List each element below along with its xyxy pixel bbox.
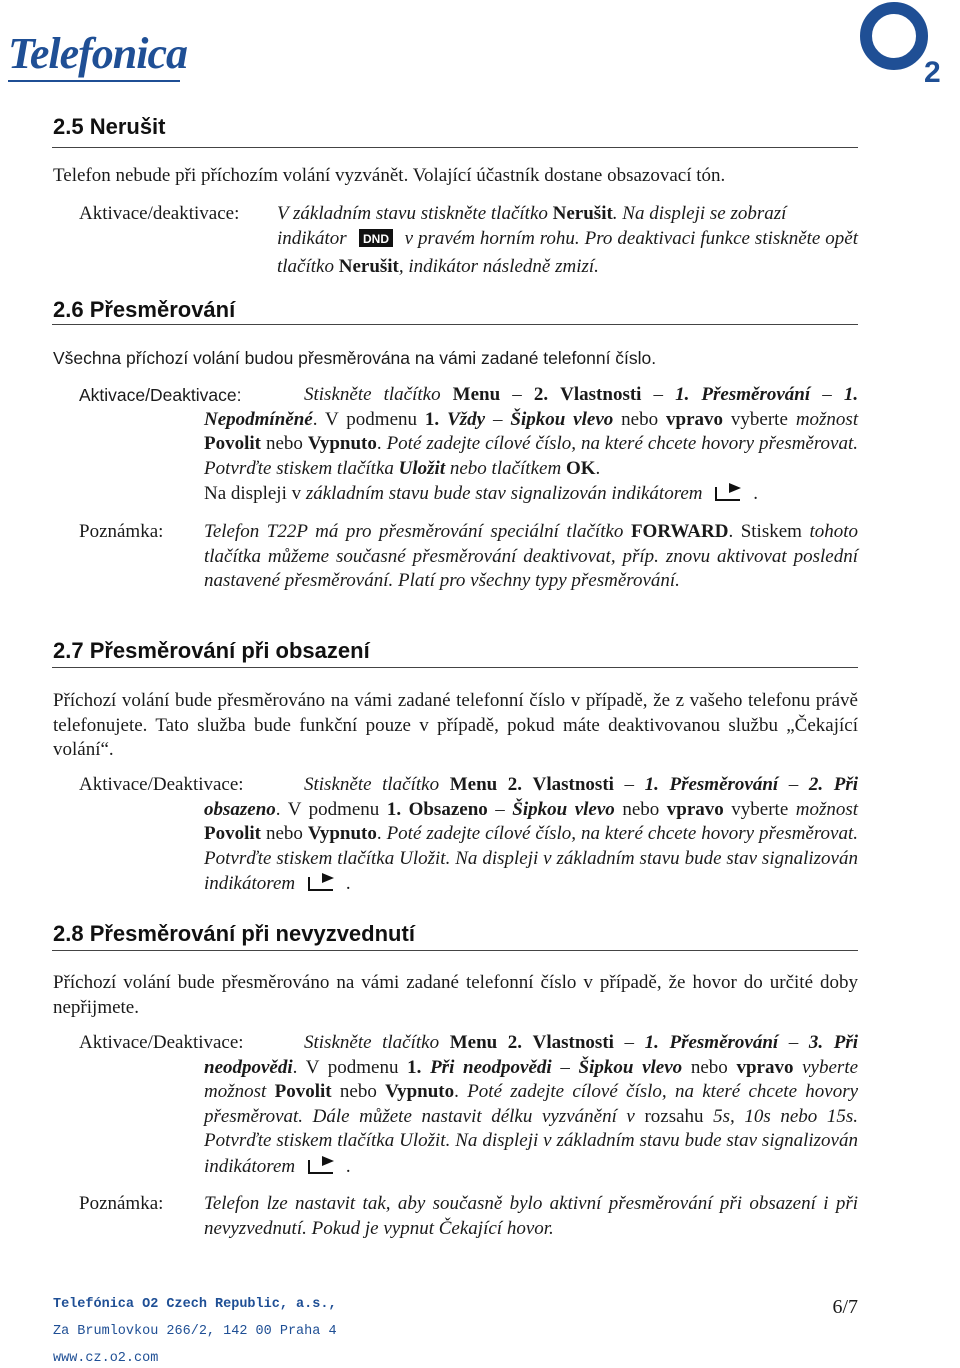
- key-name: vpravo: [666, 798, 724, 820]
- text: .: [345, 873, 351, 894]
- telefonica-logo: Telefonica: [8, 29, 187, 78]
- activation-label: Aktivace/Deaktivace:: [79, 774, 244, 795]
- key-name: Vlastnosti: [532, 774, 614, 795]
- text: –: [653, 384, 664, 405]
- note-text: [204, 520, 858, 594]
- telefonica-logo-underline: [8, 80, 180, 82]
- text: vyberte: [731, 798, 789, 820]
- text: –: [495, 798, 505, 820]
- text: možnost: [795, 798, 859, 820]
- text: –: [560, 1056, 570, 1078]
- text: nebo tlačítkem: [449, 457, 562, 479]
- text: .: [454, 1081, 459, 1102]
- text: nebo: [622, 798, 660, 820]
- text: Pro deaktivaci funkce stiskněte opět tlačítko: [277, 227, 859, 277]
- text: Poté zadejte cílové číslo, na které chcete hovory přesměrovat. Potvrďte stiskem tlačítka Uložit. Na displeji v základním stavu bude stav signalizován indikátorem: [204, 823, 859, 894]
- key-name: 2.: [507, 1032, 523, 1053]
- text: .: [345, 1155, 351, 1177]
- text: .: [753, 483, 759, 504]
- text: . V podmenu: [312, 408, 417, 430]
- text: –: [624, 1032, 635, 1053]
- text: –: [788, 1032, 799, 1053]
- key-name: 1. Přesměrování: [644, 774, 779, 795]
- key-name: 1. Přesměrování: [675, 384, 811, 405]
- key-name: Šipkou vlevo: [578, 1056, 683, 1078]
- text: –: [492, 408, 503, 430]
- page-number: 6/7: [832, 1296, 858, 1318]
- text: indikátor: [277, 227, 347, 249]
- key-name: 1.: [407, 1056, 422, 1078]
- footer-address: Za Brumlovkou 266/2, 142 00 Praha 4: [53, 1324, 337, 1339]
- key-name: Vypnuto: [307, 823, 377, 844]
- key-name: vpravo: [666, 408, 724, 430]
- key-name: 3. Při neodpovědi: [204, 1032, 858, 1078]
- text: –: [822, 384, 832, 405]
- key-name: Vypnuto: [385, 1081, 455, 1102]
- activation-text: [204, 383, 858, 511]
- key-name: Uložit: [398, 457, 446, 479]
- text: , indikátor následně zmizí.: [398, 256, 599, 277]
- footer-company: Telefónica O2 Czech Republic, a.s.,: [53, 1297, 337, 1312]
- section-heading-2-5: 2.5 Nerušit: [53, 114, 166, 139]
- call-forward-icon: [306, 1154, 340, 1184]
- section-rule: [52, 667, 858, 668]
- note-text: [204, 1192, 858, 1241]
- key-name: 1. Přesměrování: [644, 1032, 779, 1053]
- call-forward-icon: [713, 481, 747, 511]
- text: nebo: [339, 1081, 377, 1102]
- text: Telefon T22P má pro přesměrování speciální tlačítko: [204, 521, 624, 542]
- section-rule: [52, 950, 858, 951]
- section-intro: Telefon nebude při příchozím volání vyzvánět. Volající účastník dostane obsazovací tón.: [53, 165, 726, 186]
- section-heading-2-8: 2.8 Přesměrování při nevyzvednutí: [53, 921, 415, 946]
- note-label: Poznámka:: [79, 1193, 164, 1214]
- key-name: 1.: [424, 408, 440, 430]
- text: Na displeji v: [204, 483, 302, 504]
- text: .: [376, 823, 382, 844]
- text: . Na displeji se zobrazí: [612, 203, 787, 224]
- call-forward-icon: [306, 871, 340, 901]
- text: –: [624, 774, 635, 795]
- section-intro: Všechna příchozí volání budou přesměrována na vámi zadané telefonní číslo.: [53, 348, 657, 368]
- dnd-icon: [358, 228, 394, 256]
- text: nebo: [265, 823, 303, 844]
- text: nebo: [265, 433, 303, 454]
- text: Poté zadejte cílové číslo, na které chcete hovory přesměrovat. Dále můžete nastavit délku vyzvánění v: [204, 1081, 859, 1127]
- activation-text: [204, 773, 858, 901]
- text: V základním stavu stiskněte tlačítko: [277, 203, 548, 224]
- key-name: 2.: [507, 774, 523, 795]
- activation-label: Aktivace/Deaktivace:: [79, 1032, 244, 1053]
- activation-label: Aktivace/Deaktivace:: [79, 385, 242, 405]
- key-name: Menu: [452, 384, 501, 405]
- key-name: Vlastnosti: [532, 1032, 614, 1053]
- text: vyberte možnost: [204, 1056, 859, 1102]
- text: –: [788, 774, 799, 795]
- key-name: Povolit: [274, 1081, 332, 1102]
- key-name: Menu: [449, 774, 498, 795]
- text: možnost: [795, 408, 859, 430]
- key-name: Vlastnosti: [560, 384, 642, 405]
- key-name: Povolit: [204, 823, 261, 844]
- o2-logo: [854, 0, 954, 90]
- text: Poté zadejte cílové číslo, na které chcete hovory přesměrovat.: [386, 433, 859, 454]
- text: tohoto tlačítka můžeme současné přesměrování deaktivovat, příp. znovu aktivovat poslední nastavené přesměrování. Platí pro všechny typy přesměrování.: [204, 521, 859, 591]
- key-name: Nerušit: [552, 203, 613, 224]
- text: . V podmenu: [275, 798, 380, 820]
- svg-text:DND: DND: [362, 231, 389, 246]
- key-name: Nerušit: [338, 256, 399, 277]
- text: základním stavu bude stav signalizován indikátorem: [305, 483, 703, 504]
- section-intro: Příchozí volání bude přesměrováno na vámi zadané telefonní číslo v případě, že hovor do určité doby nepřijmete.: [53, 972, 858, 1018]
- footer-web[interactable]: www.cz.o2.com: [53, 1351, 159, 1366]
- section-rule: [52, 147, 858, 148]
- key-name: 1. Nepodmíněné: [204, 384, 859, 430]
- key-name: Menu: [449, 1032, 498, 1053]
- text: Stiskněte tlačítko: [304, 384, 441, 405]
- key-name: FORWARD: [630, 521, 729, 542]
- text: v pravém horním rohu.: [404, 227, 580, 249]
- key-name: OK: [565, 457, 596, 479]
- key-name: Vždy: [447, 408, 486, 430]
- text: vyberte: [730, 408, 788, 430]
- key-name: Šipkou vlevo: [510, 408, 614, 430]
- text: . V podmenu: [292, 1056, 399, 1078]
- key-name: Povolit: [204, 433, 261, 454]
- text: Potvrďte stiskem tlačítka: [204, 457, 394, 479]
- text: 5s, 10s nebo 15s. Potvrďte stiskem tlačítka Uložit. Na displeji v základním stavu bude stav signalizován indikátorem: [204, 1105, 859, 1177]
- text: .: [595, 457, 601, 479]
- text: –: [512, 384, 522, 405]
- text: .: [376, 433, 382, 454]
- activation-label: Aktivace/deaktivace:: [79, 203, 240, 224]
- text: Stiskněte tlačítko: [304, 1032, 440, 1053]
- text: Stiskněte tlačítko: [304, 774, 440, 795]
- text: rozsahu: [644, 1105, 704, 1127]
- key-name: Při neodpovědi: [430, 1056, 552, 1078]
- section-heading-2-7: 2.7 Přesměrování při obsazení: [53, 638, 370, 663]
- key-name: vpravo: [736, 1056, 794, 1078]
- key-name: 1. Obsazeno: [386, 798, 488, 820]
- text: Telefon lze nastavit tak, aby současně bylo aktivní přesměrování při obsazení i při nevyzvednutí. Pokud je vypnut Čekající hovor.: [204, 1193, 858, 1239]
- svg-text:2: 2: [924, 56, 941, 89]
- text: nebo: [621, 408, 659, 430]
- section-intro: Příchozí volání bude přesměrováno na vámi zadané telefonní číslo v případě, že z vašeho telefonu právě telefonujete. Tato služba bude funkční pouze v případě, pokud máte deaktivovanou službu „Čekající volání“.: [53, 690, 858, 760]
- activation-text: [277, 202, 858, 280]
- key-name: 2. Při obsazeno: [204, 774, 858, 820]
- text: nebo: [690, 1056, 728, 1078]
- key-name: Šipkou vlevo: [512, 798, 615, 820]
- note-label: Poznámka:: [79, 521, 164, 542]
- text: . Stiskem: [728, 521, 802, 542]
- key-name: Vypnuto: [307, 433, 377, 454]
- key-name: 2.: [533, 384, 549, 405]
- activation-text: [204, 1031, 858, 1183]
- section-rule: [52, 324, 858, 325]
- section-heading-2-6: 2.6 Přesměrování: [53, 297, 236, 322]
